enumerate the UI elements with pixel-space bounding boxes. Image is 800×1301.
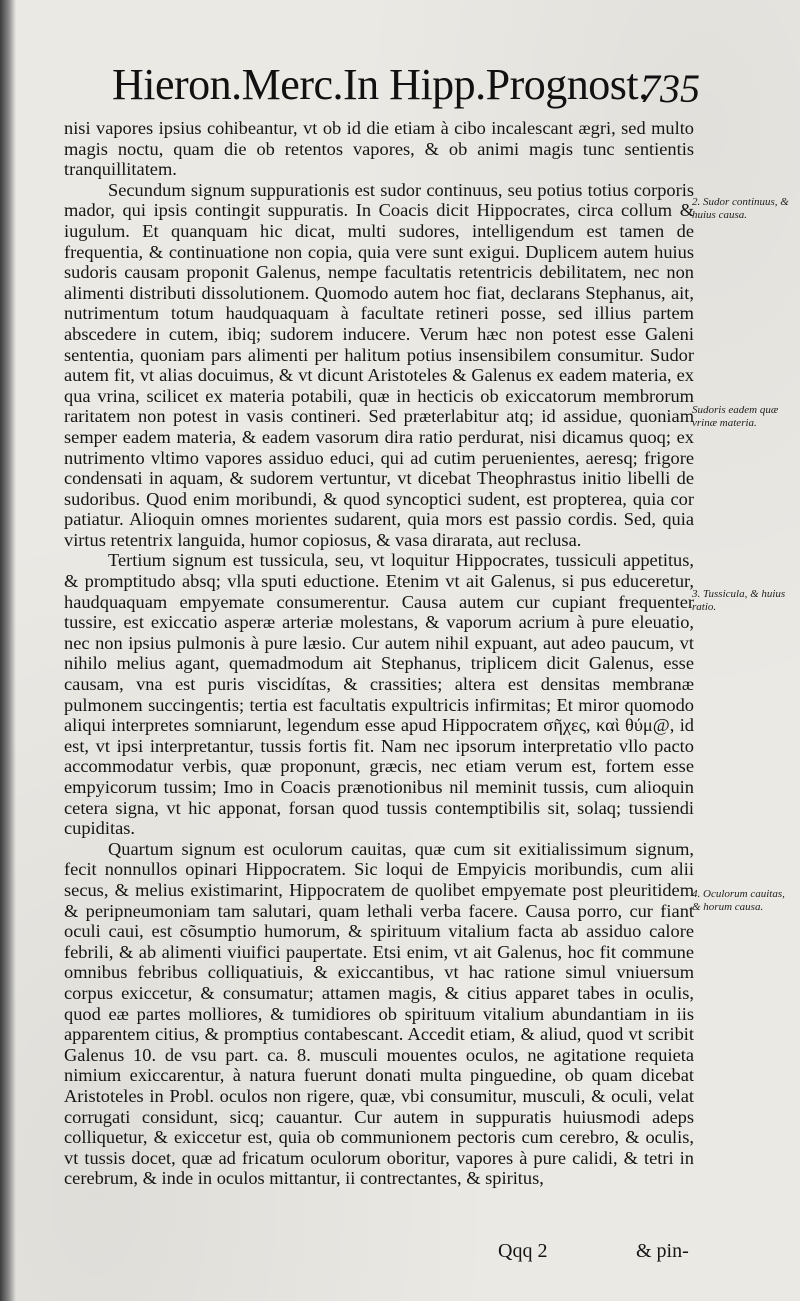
margin-note-oculorum: 4. Oculorum cauitas, & horum causa. xyxy=(692,888,785,913)
main-text-block xyxy=(64,118,694,1189)
margin-note-sudor: 2. Sudor continuus, & huius causa. xyxy=(692,196,789,221)
paragraph-third-sign: Tertium signum est tussicula, seu, vt loquitur Hippocrates, tussiculi appetitus, & promptitudo absq; vlla sputi eductione. Etenim vt ait Galenus, si pus educeretur, haudquaquam empyemate consumerentur. Causa autem cur cupiant frequenter tussire, est exiccatio asperæ arteriæ molestans, & vaporum acrium à pure eleuatio, nec non ipsius pulmonis à pure læsio. Cur autem nihil expuant, aut adeo paucum, vt nihilo melius agant, quemadmodum ait Stephanus, triplicem dicit Galenus, esse causam, vna est puris viscidítas, & crassities; altera est densitas membranæ pulmonem succingentis; tertia est facultatis expultricis infirmitas; Et miror quomodo aliqui interpretes somniarunt, legendum esse apud Hippocratem σῆχες, καὶ θύμ@, id est, vt ipsi interpretantur, tussis fortis fit. Nam nec ipsorum interpretatio vllo pacto accommodatur verbis, quæ proponunt, græcis, nec etiam verum est, fortem esse empyicorum tussim; Imo in Coacis prænotionibus nil meminit tussis, cum alioquin cetera signa, vt hic apponat, forsan quod tussis contemptibilis sit, solaq; tussiendi cupiditas. xyxy=(64,550,694,839)
catchword: & pin- xyxy=(636,1240,689,1262)
margin-note-materia: Sudoris eadem quæ vrinæ materia. xyxy=(692,404,779,429)
signature-mark: Qqq 2 xyxy=(498,1240,548,1262)
margin-note-tussicula: 3. Tussicula, & huius ratio. xyxy=(692,588,786,613)
page-gutter-shadow xyxy=(0,0,16,1301)
paragraph-fourth-sign: Quartum signum est oculorum cauitas, quæ cum sit exitialissimum signum, fecit nonnullos opinari Hippocratem. Sic loqui de Empyicis moribundis, cum alii secus, & melius existimarint, Hippocratem de quolibet empyemate post pleuritidem & peripneumoniam tam salutari, quam lethali verba facere. Causa porro, cur fiant oculi caui, est cõsumptio humorum, & spirituum vitalium facta ab assiduo calore febrili, & ab alimenti viuifici paupertate. Etsi enim, vt ait Galenus, hoc fit commune omnibus febribus colliquatiuis, & exiccantibus, vt hac ratione simul vniuersum corpus exiccetur, & consumatur; attamen magis, & citius apparet tabes in oculis, quod eæ partes molliores, & tumidiores ob spirituum vitalium abundantiam in iis apparentem citius, & promptius contabescant. Accedit etiam, & aliud, quod vt scribit Galenus 10. de vsu part. ca. 8. musculi mouentes oculos, ne agitatione requieta nimium exiccarentur, à natura fuerunt donati multa pinguedine, ob quam dicebat Aristoteles in Probl. oculos non rigere, quæ, vbi consumitur, musculi, & oculi, velat corrugati considunt, sicq; cauantur. Cur autem in suppuratis huiusmodi adeps colliquetur, & exiccetur est, quia ob communionem pectoris cum cerebro, & oculis, vt tussis docet, quæ ad fricatum oculorum oboritur, vapores à pure calidi, & tetri in cerebrum, & inde in oculos mittantur, ii contrectantes, & spiritus, xyxy=(64,838,694,1189)
page-number: 735 xyxy=(640,66,700,111)
paragraph-second-sign: Secundum signum suppurationis est sudor continuus, seu potius totius corporis mador, qui ipsis contingit suppuratis. In Coacis dicit Hippocrates, circa collum & iugulum. Et quanquam hic dicat, multi sudores, intelligendum est tamen de frequentia, & continuatione non copia, quia vere sunt exigui. Duplicem autem huius sudoris causam proponit Galenus, nempe facultatis retentricis debilitatem, nec non alimenti distributi dissolutionem. Quomodo autem hoc fiat, declarans Stephanus, ait, nutrimentum totum haudquaquam à facultate retineri posse, sed illius partem abscedere in cutem, ibiq; sudorem inducere. Verum hæc non potest esse Galeni sententia, quoniam pars alimenti per halitum potius insensibilem consumitur. Sudor autem fit, vt alias docuimus, & vt dicunt Aristoteles & Galenus ex eadem materia, ex qua vrina, scilicet ex materia potabili, quæ in hecticis ob exiccatorum membrorum raritatem non potest in vasis contineri. Sed præterlabitur atq; id assidue, quoniam semper eadem materia, & eadem vasorum dira ratio perdurat, nisi dicamus quoq; ex nutrimento vltimo vapores assiduo educi, qui ad cutim peruenientes, aeresq; frigore condensati in aquam, & sudorem vertuntur, vt dicebat Theophrastus initio libelli de sudoribus. Quod enim moribundi, & quod syncoptici sudent, est propterea, quia cor patiatur. Alioquin omnes morientes sudarent, quia mors est passio cordis. Sed, quia virtus retentrix languida, humor copiosus, & vasa dirarata, aut reclusa. xyxy=(64,179,694,550)
page-footer xyxy=(0,1240,800,1270)
paragraph-continuation: nisi vapores ipsius cohibeantur, vt ob id die etiam à cibo incalescant ægri, sed multo magis noctu, quam die ob retentos vapores, & ob animi magis tunc sentientis tranquillitatem. xyxy=(64,118,694,180)
running-title: Hieron.Merc.In Hipp.Prognost. xyxy=(112,60,649,109)
